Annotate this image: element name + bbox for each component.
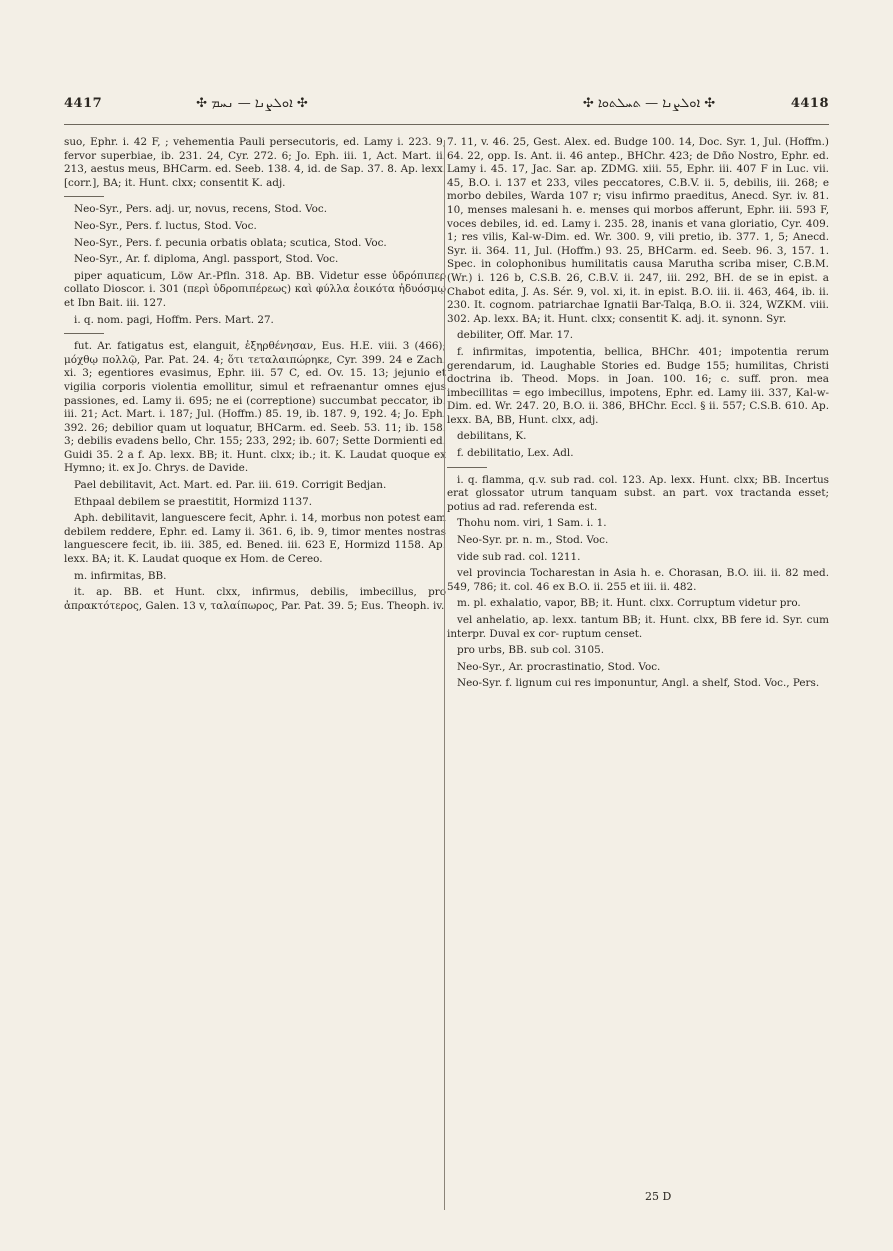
entry: it. ap. BB. et Hunt. clxx, infirmus, debilis, imbecillus, pro ἀπρακτότερος, Galen. 13 v, ταλαίπωρος, Par. Pat. 39. 5; Eus. Theoph. iv. xyxy=(64,586,446,612)
entry: Pael debilitavit, Act. Mart. ed. Par. iii. 619. Corrigit Bedjan. xyxy=(74,479,387,492)
entry: fut. Ar. fatigatus est, elanguit, ἐξηρθένησαν, Eus. H.E. viii. 3 (466); μόχθῳ πολλῷ, Par. Pat. 24. 4; ὅτι τεταλαιπώρηκε, Cyr. 399. 24 e Zach. xi. 3; egentiores evasimus, Ephr. iii. 57 C, ed. Ov. 15. 13; jejunio et vigilia corporis violentia emollitur, simul et refraenantur omnes ejus passiones, ed. Lamy ii. 695; ne ei (correptione) succumbat peccator, ib. iii. 21; Act. Mart. i. 187; Jul. (Hoffm.) 85. 19, ib. 187. 9, 192. 4; Jo. Eph. 392. 26; debilior quam ut loquatur, BHCarm. ed. Seeb. 53. 11; ib. 158. 3; debilis evadens bello, Chr. 155; 233, 292; ib. 607; Sette Dormienti ed. Guidi 35. 2 a f. Ap. lexx. BB; it. Hunt. clxx; ib.; it. K. Laudat quoque ex Hymno; it. ex Jo. Chrys. de Davide. xyxy=(64,340,446,475)
right-running-head: ✣ ܐܘܠܨܢܐ — ܬܚܠܬܘܐ ✣ xyxy=(582,96,716,111)
entry: vel provincia Tocharestan in Asia h. e. Chorasan, B.O. iii. ii. 82 med. 549, 786; it. col. 46 ex B.O. ii. 255 et iii. ii. 482. xyxy=(447,567,829,593)
entry: vide sub rad. col. 1211. xyxy=(457,550,581,563)
entry: debiliter, Off. Mar. 17. xyxy=(457,329,574,342)
entry: f. infirmitas, impotentia, bellica, BHChr. 401; impotentia rerum gerendarum, id. Laughable Stories ed. Budge 155; humilitas, Christi doctrina ib. Theod. Mops. in Joan. 100. 16; c. suff. pron. mea imbecillitas = ego imbecillus, impotens, Ephr. ed. Lamy iii. 337, Kal-w-Dim. ed. Wr. 247. 20, B.O. ii. 386, BHChr. Eccl. § ii. 557; C.S.B. 610. Ap. lexx. BA, BB, Hunt. clxx, adj. xyxy=(447,345,829,426)
entry: Neo-Syr., Pers. adj. ur, novus, recens, Stod. Voc. xyxy=(74,203,327,216)
entry: Neo-Syr., Pers. f. luctus, Stod. Voc. xyxy=(74,219,257,232)
right-column xyxy=(447,136,829,1196)
signature-mark: 25 D xyxy=(645,1190,672,1203)
entry: Ethpaal debilem se praestitit, Hormizd 1137. xyxy=(74,495,313,508)
entry: pro urbs, BB. sub col. 3105. xyxy=(457,644,605,657)
entry-separator xyxy=(64,196,104,197)
entry: i. q. flamma, q.v. sub rad. col. 123. Ap. lexx. Hunt. clxx; BB. Incertus erat glossator utrum tanquam subst. an part. vox tractanda esset; potius ad rad. referenda est. xyxy=(447,473,829,513)
entry: f. debilitatio, Lex. Adl. xyxy=(457,447,574,460)
left-page-number: 4417 xyxy=(64,96,103,111)
entry: Neo-Syr., Ar. procrastinatio, Stod. Voc. xyxy=(457,660,661,673)
entry: m. infirmitas, BB. xyxy=(74,569,167,582)
entry: Neo-Syr., Ar. f. diploma, Angl. passport, Stod. Voc. xyxy=(74,253,339,266)
entry: Neo-Syr. f. lignum cui res imponuntur, Angl. a shelf, Stod. Voc., Pers. xyxy=(457,677,820,690)
entry: vel anhelatio, ap. lexx. tantum BB; it. Hunt. clxx, BB fere id. Syr. cum interpr. Duval ex cor- ruptum censet. xyxy=(447,614,829,640)
entry: i. q. nom. pagi, Hoffm. Pers. Mart. 27. xyxy=(74,313,274,326)
entry-separator xyxy=(447,467,487,468)
entry: Neo-Syr. pr. n. m., Stod. Voc. xyxy=(457,534,609,547)
entry: Aph. debilitavit, languescere fecit, Aphr. i. 14, morbus non potest eam debilem reddere, Ephr. ed. Lamy ii. 361. 6, ib. 9, timor mentes nostras languescere fecit, ib. iii. 385, ed. Bened. iii. 623 E, Hormizd 1158. Ap. lexx. BA; it. K. Laudat quoque ex Hom. de Cereo. xyxy=(64,512,446,566)
left-column xyxy=(64,136,446,1196)
right-page-number: 4418 xyxy=(790,96,829,111)
entry: Neo-Syr., Pers. f. pecunia orbatis oblata; scutica, Stod. Voc. xyxy=(74,236,387,249)
entry: 7. 11, v. 46. 25, Gest. Alex. ed. Budge 100. 14, Doc. Syr. 1, Jul. (Hoffm.) 64. 22, opp. Is. Ant. ii. 46 antep., BHChr. 423; de Dño Nostro, Ephr. ed. Lamy i. 45. 17, Jac. Sar. ap. ZDMG. xiii. 55, Ephr. iii. 407 F in Luc. vii. 45, B.O. i. 137 et 233, viles peccatores, C.B.V. ii. 5, debilis, iii. 268; e morbo debiles, Warda 107 r; visu infirmo praeditus, Anecd. Syr. iv. 81. 10, menses malesani h. e. menses qui morbos afferunt, Ephr. iii. 593 F, voces debiles, id. ed. Lamy i. 235. 28, inanis et vana gloriatio, Cyr. 409. 1; res vilis, Kal-w-Dim. ed. Wr. 300. 9, vili pretio, ib. 377. 1, 5; Anecd. Syr. ii. 364. 11, Jul. (Hoffm.) 93. 25, BHCarm. ed. Seeb. 96. 3, 157. 1. Spec. in colophonibus humilitatis causa Marutha scriba miser, C.B.M. (Wr.) i. 126 b, C.S.B. 26, C.B.V. ii. 247, iii. 292, BH. de se in epist. a Chabot edita, J. As. Sér. 9, vol. xi, it. in epist. B.O. iii. ii. 463, 464, ib. ii. 230. It. cognom. patriarchae Ignatii Bar-Talqa, B.O. ii. 324, WZKM. viii. 302. Ap. lexx. BA; it. Hunt. clxx; consentit K. adj. it. synonn. Syr. xyxy=(447,136,829,325)
left-running-head: ✣ ܐܘܠܨܢܐ — ܢܚܡ ✣ xyxy=(196,96,308,111)
entry: m. pl. exhalatio, vapor, BB; it. Hunt. clxx. Corruptum videtur pro. xyxy=(457,597,801,610)
page-header xyxy=(64,96,829,116)
column-divider xyxy=(444,140,445,1210)
entry: piper aquaticum, Löw Ar.-Pfln. 318. Ap. BB. Videtur esse ὑδρόπιπερ collato Dioscor. i. 301 (περὶ ὑδροπιπέρεως) καὶ φύλλα ἐοικότα ἠδυόσμῳ et Ibn Bait. iii. 127. xyxy=(64,269,446,309)
entry: Thohu nom. viri, 1 Sam. i. 1. xyxy=(457,517,607,530)
entry: debilitans, K. xyxy=(457,430,527,443)
entry-separator xyxy=(64,333,104,334)
entry: suo, Ephr. i. 42 F, ; vehementia Pauli persecutoris, ed. Lamy i. 223. 9, fervor superbiae, ib. 231. 24, Cyr. 272. 6; Jo. Eph. iii. 1, Act. Mart. ii. 213, aestus meus, BHCarm. ed. Seeb. 138. 4, id. de Sap. 37. 8. Ap. lexx. [corr.], BA; it. Hunt. clxx; consentit K. adj. xyxy=(64,136,446,189)
header-rule xyxy=(64,124,829,125)
